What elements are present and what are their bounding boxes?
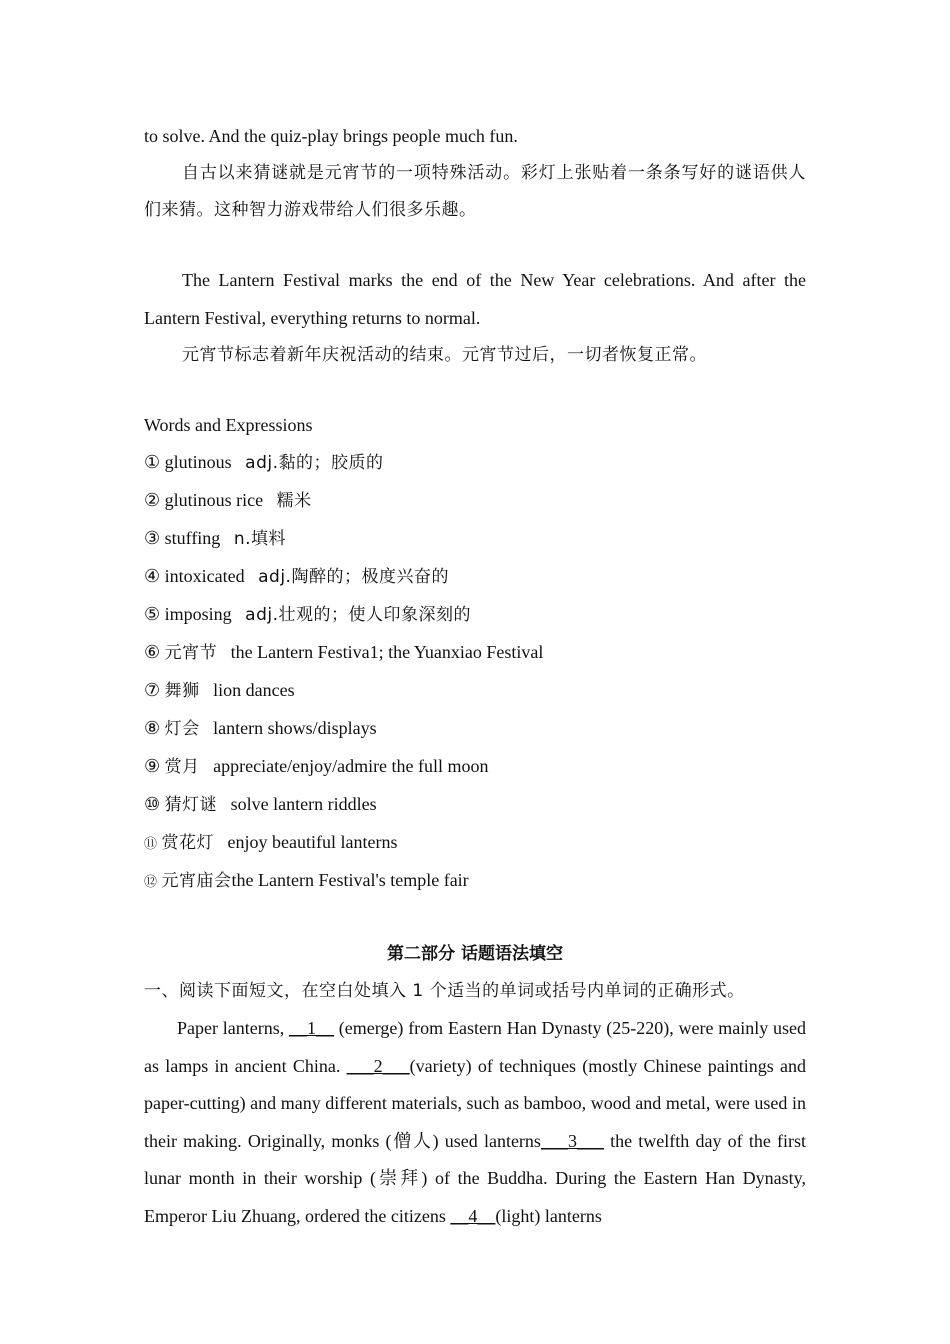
cloze-text: Paper lanterns, bbox=[177, 1018, 290, 1038]
item-number: ⑫ bbox=[144, 874, 158, 889]
word-item bbox=[144, 520, 806, 558]
section-title: 第二部分 话题语法填空 bbox=[387, 944, 563, 964]
item-number: ⑩ bbox=[144, 794, 161, 814]
cloze-text: (light) lanterns bbox=[495, 1205, 602, 1226]
word-item bbox=[144, 482, 806, 520]
word-item bbox=[144, 786, 806, 824]
item-term: 灯会 bbox=[164, 719, 200, 739]
word-item bbox=[144, 824, 806, 862]
item-meaning: appreciate/enjoy/admire the full moon bbox=[204, 756, 489, 776]
word-item bbox=[144, 862, 806, 900]
item-number: ⑤ bbox=[144, 604, 161, 624]
chinese-translation-2: 元宵节标志着新年庆祝活动的结束。元宵节过后，一切者恢复正常。 bbox=[182, 345, 707, 365]
item-meaning: 糯米 bbox=[276, 491, 312, 511]
item-number: ⑥ bbox=[144, 642, 161, 662]
item-term: 赏月 bbox=[164, 757, 200, 777]
item-number: ④ bbox=[144, 566, 161, 586]
item-meaning: adj.黏的；胶质的 bbox=[245, 453, 384, 473]
item-meaning: lion dances bbox=[213, 680, 295, 700]
passage-text-line: to solve. And the quiz-play brings people much fun. bbox=[144, 126, 518, 146]
word-item bbox=[144, 596, 806, 634]
item-term: 猜灯谜 bbox=[164, 795, 218, 815]
item-meaning: solve lantern riddles bbox=[221, 794, 377, 814]
word-item bbox=[144, 444, 806, 482]
word-item bbox=[144, 558, 806, 596]
item-number: ⑦ bbox=[144, 680, 161, 700]
word-item bbox=[144, 748, 806, 786]
cloze-passage bbox=[144, 1010, 806, 1235]
item-number: ③ bbox=[144, 528, 161, 548]
words-heading: Words and Expressions bbox=[144, 415, 313, 435]
cloze-blank-1[interactable]: __1__ bbox=[289, 1018, 335, 1038]
item-term: glutinous rice bbox=[164, 490, 264, 510]
item-term: stuffing bbox=[164, 528, 221, 548]
passage-paragraph-end: The Lantern Festival marks the end of the New Year celebrations. And after the Lantern Festival, everything returns to normal. bbox=[144, 270, 806, 328]
exercise-instruction: 一、阅读下面短文，在空白处填入 1 个适当的单词或括号内单词的正确形式。 bbox=[144, 981, 745, 1001]
item-meaning: enjoy beautiful lanterns bbox=[218, 832, 398, 852]
words-list bbox=[144, 444, 806, 900]
item-meaning: adj.壮观的；使人印象深刻的 bbox=[245, 605, 471, 625]
item-number: ② bbox=[144, 490, 161, 510]
cloze-blank-2[interactable]: ___2___ bbox=[346, 1055, 410, 1076]
item-meaning: the Lantern Festival's temple fair bbox=[231, 870, 469, 890]
word-item bbox=[144, 710, 806, 748]
item-meaning: n.填料 bbox=[233, 529, 286, 549]
item-number: ⑧ bbox=[144, 718, 161, 738]
cloze-blank-4[interactable]: __4__ bbox=[450, 1205, 496, 1226]
cloze-blank-3[interactable]: ___3___ bbox=[540, 1130, 604, 1151]
chinese-translation-1: 自古以来猜谜就是元宵节的一项特殊活动。彩灯上张贴着一条条写好的谜语供人们来猜。这种智力游戏带给人们很多乐趣。 bbox=[144, 163, 806, 220]
cloze-text: the twelfth day of the first lunar month in their worship (崇拜) of the Buddha. During the Eastern Han Dynasty, Emperor Liu Zhuang, ordered the citizens bbox=[144, 1130, 806, 1226]
item-term: 舞狮 bbox=[164, 681, 200, 701]
item-number: ① bbox=[144, 452, 161, 472]
item-term: 赏花灯 bbox=[161, 833, 215, 853]
cloze-text: (variety) of techniques (mostly Chinese paintings and paper-cutting) and many different materials, such as bamboo, wood and metal, were used in their making. Originally, monks (僧人) used lanterns bbox=[144, 1055, 806, 1151]
item-number: ⑨ bbox=[144, 756, 161, 776]
word-item bbox=[144, 634, 806, 672]
item-term: 元宵庙会 bbox=[161, 871, 232, 891]
item-meaning: lantern shows/displays bbox=[204, 718, 377, 738]
item-term: imposing bbox=[164, 604, 232, 624]
cloze-text: (emerge) from Eastern Han Dynasty (25-220), were mainly used as lamps in ancient China. bbox=[144, 1018, 806, 1076]
item-meaning: the Lantern Festiva1; the Yuanxiao Festival bbox=[221, 642, 544, 662]
document-page bbox=[144, 118, 806, 1235]
item-term: intoxicated bbox=[164, 566, 245, 586]
word-item bbox=[144, 672, 806, 710]
item-term: glutinous bbox=[164, 452, 232, 472]
item-term: 元宵节 bbox=[164, 643, 218, 663]
item-number: ⑪ bbox=[144, 836, 158, 851]
item-meaning: adj.陶醉的；极度兴奋的 bbox=[258, 567, 449, 587]
